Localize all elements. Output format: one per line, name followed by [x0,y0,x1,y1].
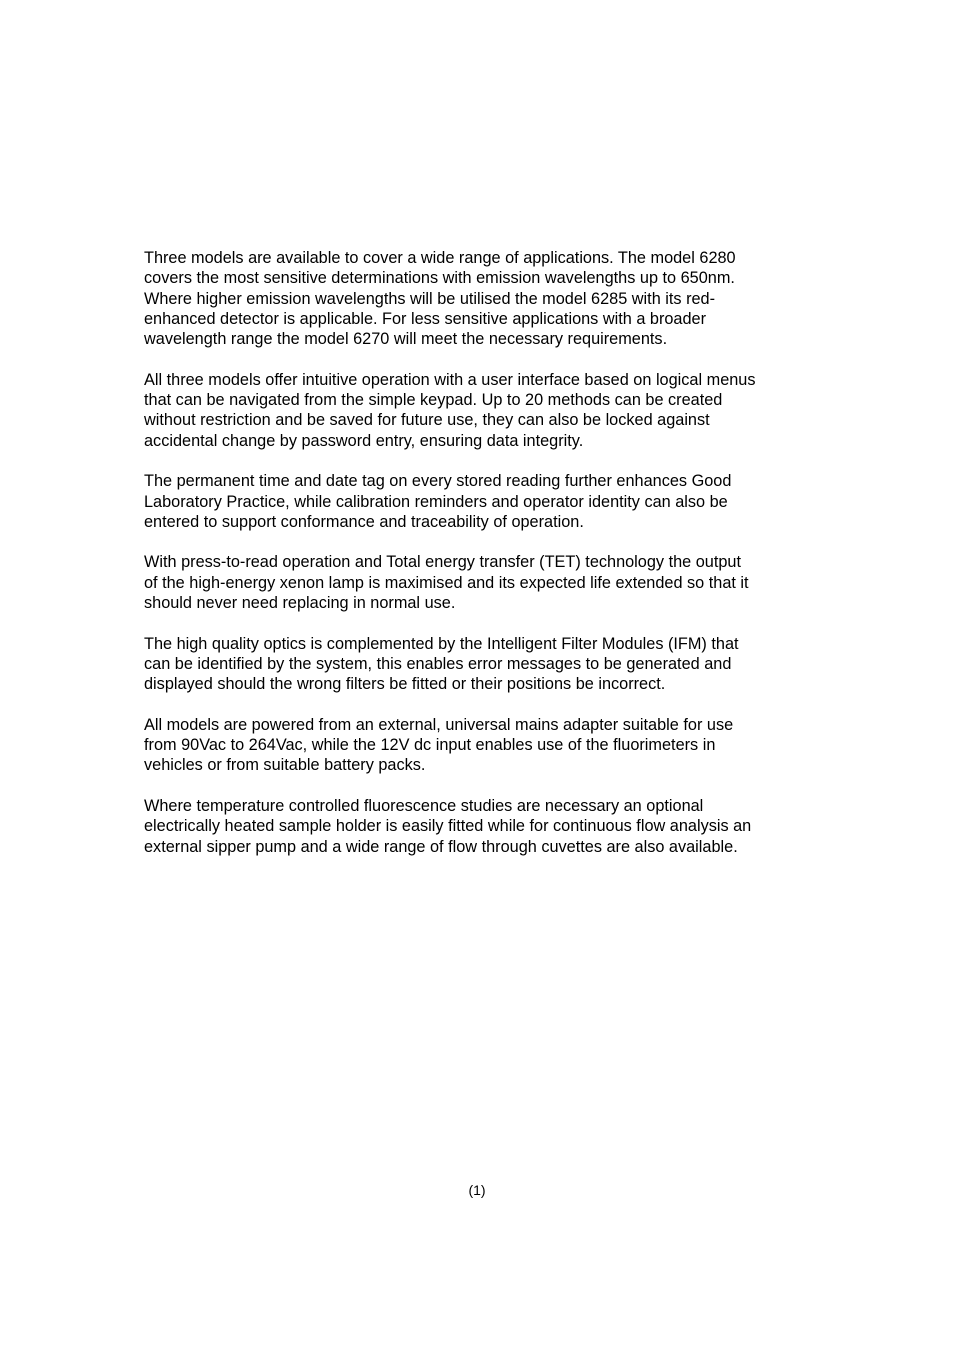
text-line: should never need replacing in normal use. [144,594,456,613]
text-line: entered to support conformance and traceability of operation. [144,512,584,531]
paragraph-accessories [144,796,814,857]
text-line: of the high-energy xenon lamp is maximised and its expected life extended so that it [144,573,749,592]
text-line: enhanced detector is applicable. For less sensitive applications with a broader [144,309,707,328]
text-line: All models are powered from an external, universal mains adapter suitable for use [144,715,734,734]
text-line: accidental change by password entry, ensuring data integrity. [144,431,584,450]
text-line: external sipper pump and a wide range of flow through cuvettes are also available. [144,837,738,856]
page-number: (1) [468,1182,486,1198]
text-line: With press-to-read operation and Total energy transfer (TET) technology the output [144,553,741,572]
text-line: The permanent time and date tag on every stored reading further enhances Good [144,472,732,491]
text-line: Where temperature controlled fluorescence studies are necessary an optional [144,797,704,816]
text-line: displayed should the wrong filters be fitted or their positions be incorrect. [144,675,666,694]
text-line: vehicles or from suitable battery packs. [144,756,426,775]
text-line: Three models are available to cover a wide range of applications. The model 6280 [144,249,736,267]
text-line: wavelength range the model 6270 will meet the necessary requirements. [144,330,668,349]
text-line: The high quality optics is complemented by the Intelligent Filter Modules (IFM) that [144,634,739,653]
text-line: Laboratory Practice, while calibration reminders and operator identity can also be [144,492,728,511]
text-line: All three models offer intuitive operation with a user interface based on logical menus [144,370,756,389]
paragraph-power [144,715,814,776]
text-line: can be identified by the system, this enables error messages to be generated and [144,654,732,673]
text-line: that can be navigated from the simple keypad. Up to 20 methods can be created [144,391,723,410]
paragraph-models [144,248,814,349]
text-line: covers the most sensitive determinations with emission wavelengths up to 650nm. [144,269,735,288]
paragraph-optics [144,634,814,695]
text-line: Where higher emission wavelengths will be utilised the model 6285 with its red- [144,289,716,308]
text-line: from 90Vac to 264Vac, while the 12V dc input enables use of the fluorimeters in [144,736,716,755]
paragraph-time-date-tag [144,471,814,532]
document-body [144,248,814,877]
paragraph-press-to-read [144,552,814,613]
text-line: electrically heated sample holder is easily fitted while for continuous flow analysis an [144,817,752,836]
text-line: without restriction and be saved for future use, they can also be locked against [144,411,710,430]
paragraph-operation [144,370,814,451]
